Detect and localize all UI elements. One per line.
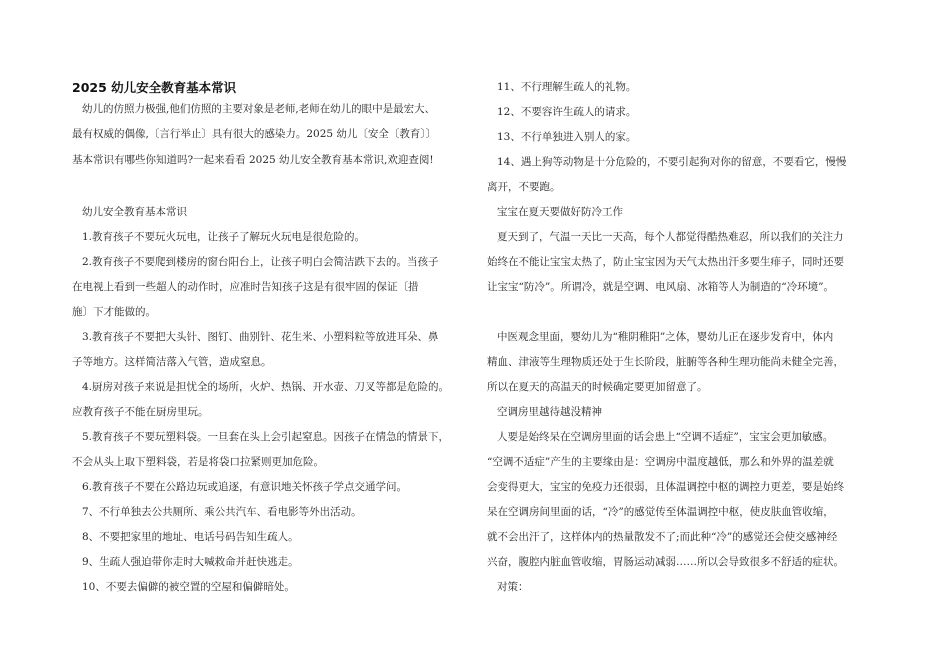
- list-item: 4.厨房对孩子来说是担忧全的场所，火炉、热锅、开水壶、刀叉等都是危险的。: [82, 381, 450, 393]
- paragraph-line: 始终在不能让宝宝太热了，防止宝宝因为天气太热出汗多要生痱子，同时还要: [487, 256, 844, 268]
- list-item-continuation: 不会从头上取下塑料袋，若是将袋口拉紧则更加危险。: [72, 456, 324, 468]
- section-heading: 宝宝在夏天要做好防冷工作: [497, 206, 623, 218]
- list-item: 1.教育孩子不要玩火玩电，让孩子了解玩火玩电是很危险的。: [82, 231, 366, 243]
- list-item: 3.教育孩子不要把大头针、图钉、曲别针、花生米、小塑料粒等放进耳朵、鼻: [82, 331, 439, 343]
- paragraph-line: 夏天到了，气温一天比一天高，每个人都觉得酷热难忍，所以我们的关注力: [497, 231, 844, 243]
- list-item: 6.教育孩子不要在公路边玩或追逐，有意识地关怀孩子学点交通学问。: [82, 481, 408, 493]
- intro-line: 最有权威的偶像,〔言行举止〕具有很大的感染力。2025 幼儿〔安全〔教育〕〕: [72, 128, 437, 140]
- paragraph-line: 会变得更大，宝宝的免疫力还很弱，且体温调控中枢的调控力更差，要是始终: [487, 481, 844, 493]
- paragraph-line: 让宝宝“防冷”。所谓冷，就是空调、电风扇、冰箱等人为制造的“冷环境”。: [487, 281, 834, 293]
- list-item-continuation: 在电视上看到一些超人的动作时，应准时告知孩子这是有很牢固的保证〔措: [72, 281, 419, 293]
- paragraph-line: 精血、津液等生理物质还处于生长阶段，脏腑等各种生理功能尚未健全完善，: [487, 356, 844, 368]
- paragraph-line: 就不会出汗了，这样体内的热量散发不了;而此种“冷”的感觉还会使交感神经: [487, 531, 838, 543]
- list-item: 12、不要容许生疏人的请求。: [497, 106, 637, 118]
- paragraph-line: 对策：: [497, 581, 529, 593]
- paragraph-line: 中医观念里面，婴幼儿为“稚阴稚阳”之体，婴幼儿正在逐步发育中，体内: [497, 331, 834, 343]
- list-item: 11、不行理解生疏人的礼物。: [497, 81, 637, 93]
- document-title: 2025 幼儿安全教育基本常识: [72, 80, 237, 95]
- list-item: 7、不行单独去公共厕所、乘公共汽车、看电影等外出活动。: [82, 506, 362, 518]
- paragraph-line: 所以在夏天的高温天的时候确定要更加留意了。: [487, 381, 708, 393]
- list-item: 13、不行单独进入别人的家。: [497, 131, 637, 143]
- list-item-continuation: 子等地方。这样简洁落入气管，造成窒息。: [72, 356, 272, 368]
- paragraph-line: 兴奋，腹腔内脏血管收缩，胃肠运动减弱……所以会导致很多不舒适的症状。: [487, 556, 844, 568]
- list-item: 2.教育孩子不要爬到楼房的窗台阳台上，让孩子明白会简洁跌下去的。当孩子: [82, 256, 439, 268]
- paragraph-line: 人要是始终呆在空调房里面的话会患上“空调不适症”，宝宝会更加敏感。: [497, 431, 834, 443]
- section-heading: 幼儿安全教育基本常识: [82, 206, 187, 218]
- list-item: 8、不要把家里的地址、电话号码告知生疏人。: [82, 531, 299, 543]
- list-item-continuation: 应教育孩子不能在厨房里玩。: [72, 406, 209, 418]
- list-item: 5.教育孩子不要玩塑料袋。一旦套在头上会引起窒息。因孩子在情急的情景下，: [82, 431, 450, 443]
- paragraph-line: 呆在空调房间里面的话，“冷”的感觉传至体温调控中枢，使皮肤血管收缩，: [487, 506, 834, 518]
- section-heading: 空调房里越待越没精神: [497, 406, 602, 418]
- list-item-continuation: 施〕下才能做的。: [72, 306, 156, 318]
- list-item-continuation: 离开，不要跑。: [487, 181, 561, 193]
- paragraph-line: “空调不适症”产生的主要缘由是：空调房中温度越低，那么和外界的温差就: [487, 456, 834, 468]
- intro-line: 基本常识有哪些你知道吗?一起来看看 2025 幼儿安全教育基本常识,欢迎查阅!: [72, 154, 434, 166]
- list-item: 10、不要去偏僻的被空置的空屋和偏僻暗处。: [82, 581, 295, 593]
- intro-line: 幼儿的仿照力极强,他们仿照的主要对象是老师,老师在幼儿的眼中是最宏大、: [82, 103, 436, 115]
- list-item: 9、生疏人强迫带你走时大喊救命并赶快逃走。: [82, 556, 299, 568]
- list-item: 14、遇上狗等动物是十分危险的，不要引起狗对你的留意，不要看它，慢慢: [497, 156, 847, 168]
